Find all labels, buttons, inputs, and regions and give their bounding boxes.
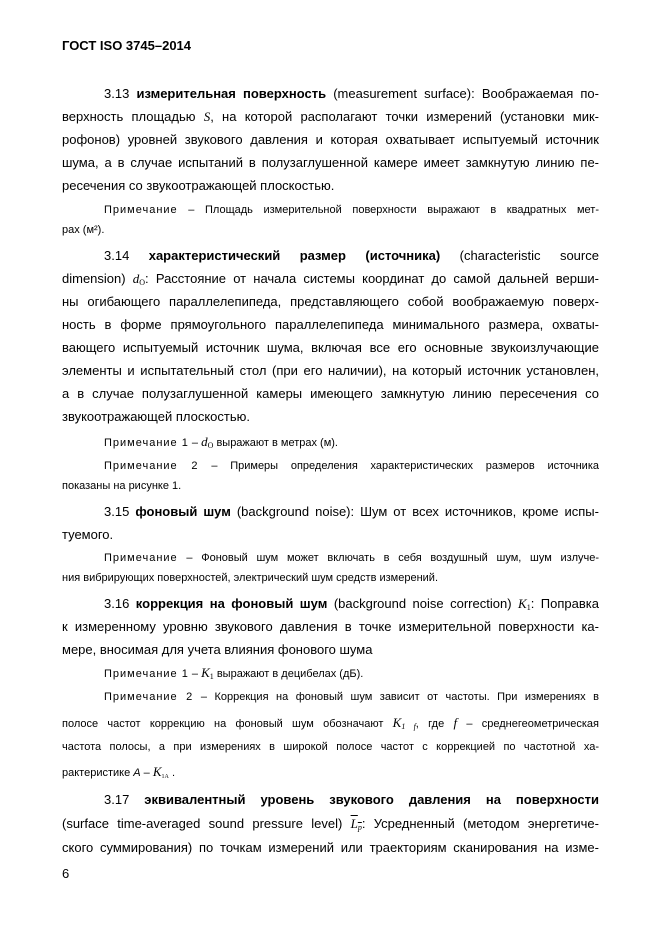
- note-3-15-line-2: ния вибрирующих поверхностей, электрический шум средств измерений.: [62, 572, 439, 584]
- symbol-dO: $d_O$: [132, 271, 146, 287]
- paragraph-3-16-line-2: к измеренному уровню звукового давления в точке измерительной поверхности ка-: [62, 619, 599, 634]
- paragraph-3-13-line-3: рофонов) уровней звукового давления и которая охватывает испытуемый источник: [62, 132, 599, 147]
- paragraph-3-13-line-1: 3.13 измерительная поверхность (measurement surface): Воображаемая по-: [104, 86, 599, 101]
- note-3-15-line-1: Примечание – Фоновый шум может включать в себя воздушный шум, шум излуче-: [104, 552, 599, 564]
- symbol-Lp: $L_p$: [350, 816, 362, 832]
- paragraph-3-14-line-1: 3.14 характеристический размер (источника) (characteristic source: [104, 248, 599, 263]
- document-header: ГОСТ ISO 3745–2014: [62, 38, 192, 53]
- paragraph-3-14-line-4: ность в форме прямоугольного параллелепипеда минимального размера, охваты-: [62, 317, 599, 332]
- term-measurement-surface: измерительная поверхность: [136, 86, 327, 101]
- paragraph-3-16-line-1: 3.16 коррекция на фоновый шум (background noise correction) $K_1$: Поправка: [104, 596, 599, 612]
- note-3-13-line-1: Примечание – Площадь измерительной поверхности выражают в квадратных мет-: [104, 204, 599, 216]
- paragraph-3-14-line-2: dimension) $d_O$: Расстояние от начала системы координат до самой дальней верши-: [62, 271, 599, 287]
- note-3-16-2-line-2: полосе частот коррекцию на фоновый шум обозначают $K_{1 f}$, где f – среднегеометрическая: [62, 715, 599, 731]
- term-background-noise: фоновый шум: [135, 504, 231, 519]
- note-3-16-2-line-3: частота полосы, а при измерениях в широкой полосе частот с коррекцией по частотной ха-: [62, 741, 599, 753]
- note-3-16-1: Примечание $1 - K_1$ выражают в децибелах (дБ).: [104, 665, 364, 681]
- symbol-K1: $K_1$: [518, 596, 531, 612]
- page-number: 6: [62, 866, 70, 881]
- paragraph-3-13-line-4: шума, а в случае испытаний в полузаглушенной камере имеет замкнутую линию пе-: [62, 155, 599, 170]
- paragraph-3-14-line-6: элементы и испытательный стол (при его наличии), на который источник установлен,: [62, 363, 599, 378]
- paragraph-3-14-line-3: ны огибающего параллелепипеда, представляющего собой воображаемую поверх-: [62, 294, 599, 309]
- note-3-14-2-line-2: показаны на рисунке 1.: [62, 480, 182, 492]
- paragraph-3-17-line-1: 3.17 эквивалентный уровень звукового давления на поверхности: [104, 792, 599, 807]
- paragraph-3-17-line-2: (surface time-averaged sound pressure level) $L_p$: Усредненный (методом энергетиче-: [62, 816, 599, 832]
- paragraph-3-14-line-8: звукоотражающей плоскостью.: [62, 409, 250, 424]
- note-3-16-2-line-1: Примечание 2 – Коррекция на фоновый шум зависит от частоты. При измерениях в: [104, 691, 599, 703]
- term-background-noise-correction: коррекция на фоновый шум: [135, 596, 328, 611]
- paragraph-3-17-line-3: ского суммирования) по точкам измерений или траекториям сканирования на изме-: [62, 840, 599, 855]
- paragraph-3-15-line-1: 3.15 фоновый шум (background noise): Шум от всех источников, кроме испы-: [104, 504, 599, 519]
- paragraph-3-13-line-2: верхность площадью S, на которой располагают точки измерений (установки мик-: [62, 109, 599, 124]
- note-3-16-2-line-4: рактеристике A – $K_{1A}$ .: [62, 764, 175, 780]
- paragraph-3-14-line-7: а в случае полузаглушенной камеры имеющего замкнутую линию пересечения со: [62, 386, 599, 401]
- paragraph-3-15-line-2: туемого.: [62, 527, 114, 542]
- note-3-13-line-2: рах (м²).: [62, 224, 105, 236]
- paragraph-3-13-line-5: ресечения со звукоотражающей плоскостью.: [62, 178, 335, 193]
- paragraph-3-14-line-5: вающего испытуемый источник шума, включая все его основные звукоизлучающие: [62, 340, 599, 355]
- note-3-14-1: Примечание $1 - d_O$ выражают в метрах (м).: [104, 434, 338, 450]
- symbol-S: S: [203, 109, 211, 124]
- note-3-14-2-line-1: Примечание 2 – Примеры определения характеристических размеров источника: [104, 460, 599, 472]
- paragraph-3-16-line-3: мере, вносимая для учета влияния фонового шума: [62, 642, 373, 657]
